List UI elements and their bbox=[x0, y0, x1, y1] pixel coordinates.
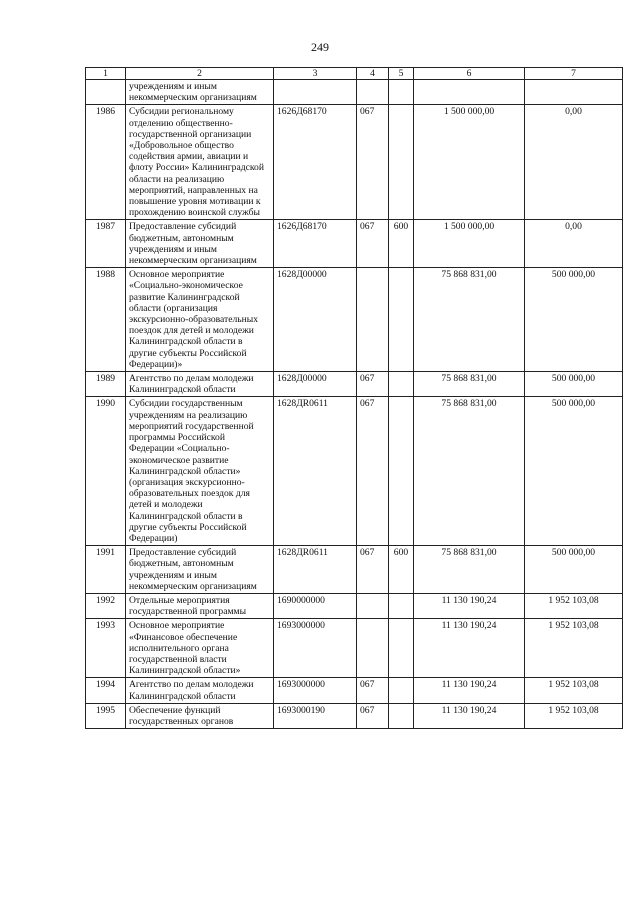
item-name-cell: Предоставление субсидий бюджетным, автономным учреждениям и иным некоммерческим организациям bbox=[126, 546, 274, 594]
row-number-cell: 1995 bbox=[86, 703, 126, 728]
item-name-cell: Основное мероприятие «Социально-экономическое развитие Калининградской области (организация экскурсионно-образовательных поездок для детей и молодежи Калининградской области в другие субъекты Российской Федерации)» bbox=[126, 268, 274, 372]
expense-type-cell bbox=[389, 703, 414, 728]
department-code-cell: 067 bbox=[357, 220, 389, 268]
item-name-cell: Основное мероприятие «Финансовое обеспечение исполнительного органа государственной власти Калининградской области» bbox=[126, 619, 274, 678]
table-row bbox=[86, 678, 623, 703]
table-row bbox=[86, 105, 623, 220]
amount-year-2-cell: 500 000,00 bbox=[525, 268, 623, 372]
target-code-cell: 1628Д00000 bbox=[274, 268, 357, 372]
row-number-cell: 1990 bbox=[86, 397, 126, 546]
department-code-cell bbox=[357, 593, 389, 618]
target-code-cell: 1628ДR0611 bbox=[274, 397, 357, 546]
row-number-cell: 1988 bbox=[86, 268, 126, 372]
header-cell: 7 bbox=[525, 68, 623, 80]
header-cell: 6 bbox=[414, 68, 525, 80]
expense-type-cell: 600 bbox=[389, 220, 414, 268]
target-code-cell: 1693000000 bbox=[274, 619, 357, 678]
table-row bbox=[86, 80, 623, 105]
expense-type-cell bbox=[389, 619, 414, 678]
amount-year-2-cell bbox=[525, 80, 623, 105]
amount-year-1-cell: 1 500 000,00 bbox=[414, 105, 525, 220]
amount-year-1-cell: 75 868 831,00 bbox=[414, 546, 525, 594]
row-number-cell: 1993 bbox=[86, 619, 126, 678]
item-name-cell: Обеспечение функций государственных органов bbox=[126, 703, 274, 728]
header-cell: 1 bbox=[86, 68, 126, 80]
item-name-cell: Субсидии государственным учреждениям на реализацию мероприятий государственной программы Российской Федерации «Социально-экономическое развитие Калининградской области» (организация экскурсионно-образовательных поездок для детей и молодежи Калининградской области в другие субъекты Российской Федерации) bbox=[126, 397, 274, 546]
amount-year-2-cell: 0,00 bbox=[525, 105, 623, 220]
amount-year-2-cell: 500 000,00 bbox=[525, 397, 623, 546]
amount-year-2-cell: 0,00 bbox=[525, 220, 623, 268]
amount-year-1-cell: 75 868 831,00 bbox=[414, 268, 525, 372]
target-code-cell: 1693000190 bbox=[274, 703, 357, 728]
target-code-cell: 1690000000 bbox=[274, 593, 357, 618]
item-name-cell: Субсидии региональному отделению общественно-государственной организации «Добровольное общество содействия армии, авиации и флоту России» Калининградской области на реализацию мероприятий, направленных на повышение уровня мотивации к прохождению воинской службы bbox=[126, 105, 274, 220]
amount-year-2-cell: 1 952 103,08 bbox=[525, 678, 623, 703]
table-body bbox=[86, 80, 623, 729]
amount-year-1-cell: 75 868 831,00 bbox=[414, 372, 525, 397]
item-name-cell: Отдельные мероприятия государственной программы bbox=[126, 593, 274, 618]
header-cell: 2 bbox=[126, 68, 274, 80]
target-code-cell: 1626Д68170 bbox=[274, 220, 357, 268]
amount-year-2-cell: 1 952 103,08 bbox=[525, 703, 623, 728]
amount-year-2-cell: 1 952 103,08 bbox=[525, 619, 623, 678]
amount-year-1-cell: 11 130 190,24 bbox=[414, 593, 525, 618]
table-row bbox=[86, 397, 623, 546]
header-cell: 5 bbox=[389, 68, 414, 80]
expense-type-cell bbox=[389, 593, 414, 618]
expense-type-cell: 600 bbox=[389, 546, 414, 594]
expense-type-cell bbox=[389, 80, 414, 105]
item-name-cell: Агентство по делам молодежи Калининградской области bbox=[126, 372, 274, 397]
row-number-cell: 1991 bbox=[86, 546, 126, 594]
amount-year-1-cell: 75 868 831,00 bbox=[414, 397, 525, 546]
row-number-cell: 1994 bbox=[86, 678, 126, 703]
item-name-cell: Агентство по делам молодежи Калининградской области bbox=[126, 678, 274, 703]
target-code-cell bbox=[274, 80, 357, 105]
amount-year-1-cell bbox=[414, 80, 525, 105]
amount-year-2-cell: 500 000,00 bbox=[525, 372, 623, 397]
table-row bbox=[86, 220, 623, 268]
row-number-cell: 1987 bbox=[86, 220, 126, 268]
table-row bbox=[86, 593, 623, 618]
page-number: 249 bbox=[311, 40, 329, 54]
target-code-cell: 1626Д68170 bbox=[274, 105, 357, 220]
expense-type-cell bbox=[389, 678, 414, 703]
item-name-cell: Предоставление субсидий бюджетным, автономным учреждениям и иным некоммерческим организациям bbox=[126, 220, 274, 268]
expense-type-cell bbox=[389, 268, 414, 372]
table-row bbox=[86, 546, 623, 594]
row-number-cell: 1989 bbox=[86, 372, 126, 397]
target-code-cell: 1628ДR0611 bbox=[274, 546, 357, 594]
target-code-cell: 1628Д00000 bbox=[274, 372, 357, 397]
row-number-cell: 1992 bbox=[86, 593, 126, 618]
row-number-cell bbox=[86, 80, 126, 105]
budget-table bbox=[85, 67, 623, 729]
department-code-cell: 067 bbox=[357, 678, 389, 703]
row-number-cell: 1986 bbox=[86, 105, 126, 220]
table-row bbox=[86, 372, 623, 397]
expense-type-cell bbox=[389, 105, 414, 220]
department-code-cell: 067 bbox=[357, 397, 389, 546]
department-code-cell: 067 bbox=[357, 372, 389, 397]
department-code-cell bbox=[357, 80, 389, 105]
expense-type-cell bbox=[389, 372, 414, 397]
department-code-cell: 067 bbox=[357, 546, 389, 594]
department-code-cell: 067 bbox=[357, 105, 389, 220]
table-row bbox=[86, 619, 623, 678]
table-row bbox=[86, 268, 623, 372]
item-name-cell: учреждениям и иным некоммерческим организациям bbox=[126, 80, 274, 105]
table-row bbox=[86, 703, 623, 728]
expense-type-cell bbox=[389, 397, 414, 546]
department-code-cell: 067 bbox=[357, 703, 389, 728]
target-code-cell: 1693000000 bbox=[274, 678, 357, 703]
amount-year-1-cell: 11 130 190,24 bbox=[414, 703, 525, 728]
amount-year-1-cell: 11 130 190,24 bbox=[414, 678, 525, 703]
header-cell: 4 bbox=[357, 68, 389, 80]
department-code-cell bbox=[357, 619, 389, 678]
header-row bbox=[86, 68, 623, 80]
amount-year-1-cell: 11 130 190,24 bbox=[414, 619, 525, 678]
department-code-cell bbox=[357, 268, 389, 372]
amount-year-2-cell: 1 952 103,08 bbox=[525, 593, 623, 618]
amount-year-1-cell: 1 500 000,00 bbox=[414, 220, 525, 268]
amount-year-2-cell: 500 000,00 bbox=[525, 546, 623, 594]
header-cell: 3 bbox=[274, 68, 357, 80]
